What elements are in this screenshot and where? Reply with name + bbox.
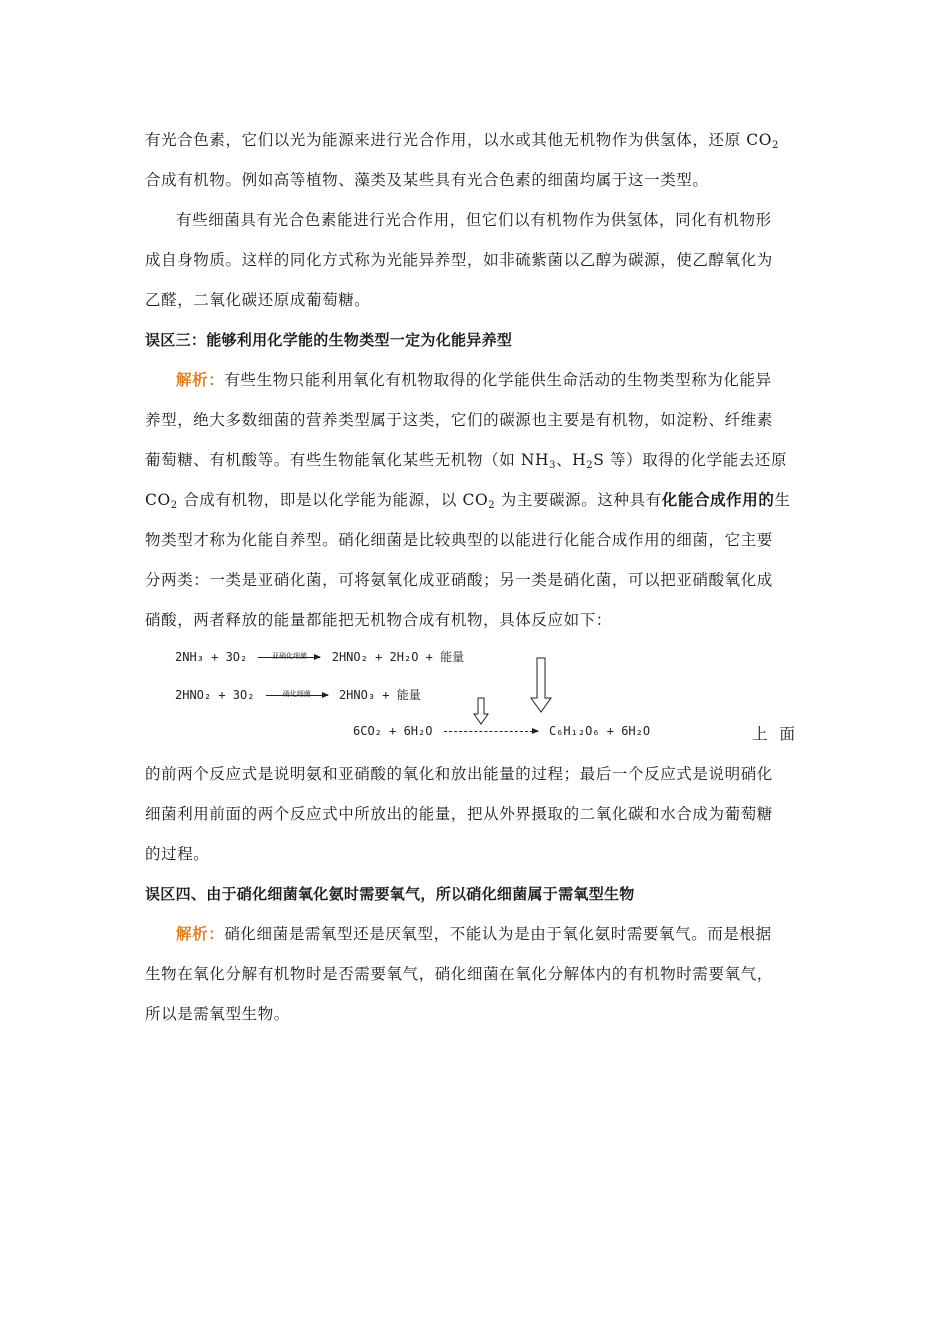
section-heading-error3: 误区三：能够利用化学能的生物类型一定为化能异养型 (145, 331, 513, 349)
eq-left: 2HNO₂ + 3O₂ (175, 688, 255, 702)
text: 葡萄糖、有机酸等。有些生物能氧化某些无机物（如 NH (145, 451, 550, 469)
eq-right: 2HNO₃ + 能量 (338, 688, 421, 702)
text: 有光合色素，它们以光为能源来进行光合作用，以水或其他无机物作为供氢体，还原 CO (145, 131, 772, 149)
eq-right: C₆H₁₂O₆ + 6H₂O (548, 724, 651, 738)
paragraph-line: 生物在氧化分解有机物时是否需要氧气，硝化细菌在氧化分解体内的有机物时需要氧气， (145, 965, 773, 983)
text: 合成有机物，即是以化学能为能源，以 CO (177, 491, 489, 509)
text: 硝化细菌是需氧型还是厌氧型，不能认为是由于氧化氨时需要氧气。而是根据 (224, 925, 772, 943)
paragraph-line (145, 914, 807, 954)
analysis-label: 解析： (176, 371, 225, 389)
eq-right: 2HNO₂ + 2H₂O + 能量 (331, 650, 465, 664)
paragraph-line (145, 440, 807, 480)
paragraph-line: 硝酸，两者释放的能量都能把无机物合成有机物，具体反应如下： (145, 611, 612, 629)
text: 为主要碳源。这种具有 (495, 491, 662, 509)
paragraph-line (145, 120, 807, 160)
paragraph-line (145, 360, 807, 400)
subscript: 2 (772, 140, 779, 151)
arrow-label: 亚硝化细菌 (271, 651, 307, 660)
arrow-label: 硝化细菌 (282, 689, 311, 698)
text: S 等）取得的化学能去还原 (593, 451, 788, 469)
text: 生 (774, 491, 791, 509)
analysis-label: 解析： (176, 925, 225, 943)
paragraph-line: 的前两个反应式是说明氨和亚硝酸的氧化和放出能量的过程；最后一个反应式是说明硝化 (145, 765, 773, 783)
paragraph-line: 所以是需氧型生物。 (145, 1005, 290, 1023)
paragraph-line: 乙醛，二氧化碳还原成葡萄糖。 (145, 291, 371, 309)
eq-left: 2NH₃ + 3O₂ (175, 650, 248, 664)
equation-3 (353, 724, 650, 738)
reaction-equations (145, 640, 807, 744)
subscript: 3 (549, 460, 557, 471)
paragraph-line (145, 480, 807, 520)
text: CO (145, 491, 171, 509)
reaction-arrow (444, 731, 538, 732)
document-body (145, 120, 807, 1034)
subscript: 2 (586, 460, 594, 471)
text: 、H (556, 451, 587, 469)
down-arrow-icon (474, 698, 488, 724)
paragraph-line: 合成有机物。例如高等植物、藻类及某些具有光合色素的细菌均属于这一类型。 (145, 171, 709, 189)
text: 有些生物只能利用氧化有机物取得的化学能供生命活动的生物类型称为化能异 (224, 371, 772, 389)
paragraph-line: 的过程。 (145, 845, 210, 863)
paragraph-line: 有些细菌具有光合色素能进行光合作用，但它们以有机物作为供氢体，同化有机物形 (176, 211, 772, 229)
subscript: 2 (488, 500, 496, 511)
trailing-text: 上面 (751, 725, 807, 743)
down-arrow-icon (531, 658, 551, 712)
paragraph-line: 分两类：一类是亚硝化菌，可将氨氧化成亚硝酸；另一类是硝化菌，可以把亚硝酸氧化成 (145, 571, 773, 589)
paragraph-line: 养型，绝大多数细菌的营养类型属于这类，它们的碳源也主要是有机物，如淀粉、纤维素 (145, 411, 773, 429)
paragraph-line: 物类型才称为化能自养型。硝化细菌是比较典型的以能进行化能合成作用的细菌，它主要 (145, 531, 773, 549)
subscript: 2 (170, 500, 178, 511)
bold-text: 化能合成作用的 (661, 491, 775, 509)
paragraph-line: 成自身物质。这样的同化方式称为光能异养型，如非硫紫菌以乙醇为碳源，使乙醇氧化为 (145, 251, 773, 269)
paragraph-line: 细菌利用前面的两个反应式中所放出的能量，把从外界摄取的二氧化碳和水合成为葡萄糖 (145, 805, 773, 823)
section-heading-error4: 误区四、由于硝化细菌氧化氨时需要氧气，所以硝化细菌属于需氧型生物 (145, 885, 635, 903)
eq-left: 6CO₂ + 6H₂O (353, 724, 433, 738)
